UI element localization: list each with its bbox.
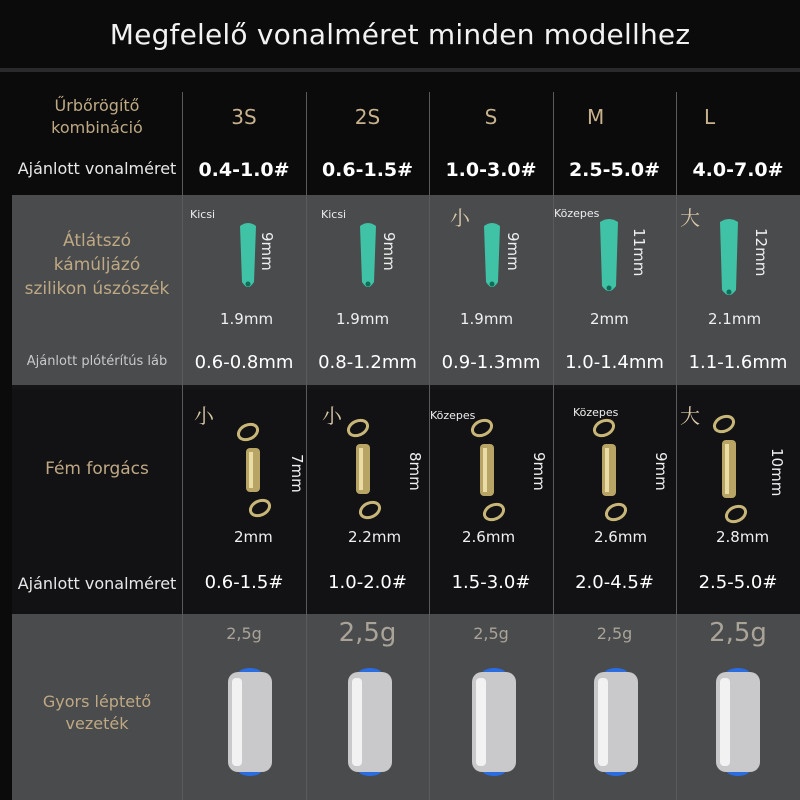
foot-m: 1.0-1.4mm: [565, 351, 664, 373]
swivel-len-l: 10mm: [768, 448, 786, 497]
swivel-icon-s: [470, 414, 506, 524]
line2-2s: 1.0-2.0#: [328, 571, 407, 593]
swivel-icon-2s: [346, 414, 382, 524]
float-icon-m: [594, 218, 624, 302]
col-divider: [553, 92, 554, 800]
swivel-len-2s: 8mm: [406, 452, 424, 491]
float-tag-3s: Kicsi: [190, 208, 216, 221]
line-3s: 0.4-1.0#: [198, 159, 290, 181]
guide-icon-l: [710, 664, 766, 782]
swivel-icon-l: [712, 410, 748, 528]
guide-icon-2s: [342, 664, 398, 782]
size-m: M: [587, 105, 605, 129]
size-table: [12, 92, 800, 800]
col-divider: [182, 92, 183, 800]
size-3s: 3S: [231, 105, 257, 129]
weight-s: 2,5g: [473, 624, 509, 643]
swivel-tag-l: 大: [680, 404, 700, 428]
weight-3s: 2,5g: [226, 624, 262, 643]
weight-l: 2,5g: [709, 618, 767, 648]
float-len-m: 11mm: [630, 228, 648, 277]
size-l: L: [704, 105, 716, 129]
float-len-3s: 9mm: [258, 232, 276, 271]
guide-icon-m: [588, 664, 644, 782]
swivel-tag-3s: 小: [194, 404, 214, 428]
swivel-tag-s: Közepes: [430, 409, 476, 422]
float-dia-3s: 1.9mm: [220, 310, 274, 328]
weight-m: 2,5g: [596, 624, 633, 643]
float-icon-2s: [354, 222, 382, 298]
line2-s: 1.5-3.0#: [451, 571, 531, 593]
foot-3s: 0.6-0.8mm: [194, 351, 294, 373]
combo-label: Űrbőrögítő kombináció: [51, 96, 143, 137]
line2-l: 2.5-5.0#: [698, 571, 778, 593]
line-2s: 0.6-1.5#: [321, 159, 414, 181]
float-len-s: 9mm: [504, 232, 522, 271]
float-icon-l: [714, 218, 744, 306]
foot-l: 1.1-1.6mm: [688, 351, 788, 373]
float-dia-2s: 1.9mm: [336, 310, 390, 328]
col-divider: [429, 92, 430, 800]
line-label: Ajánlott vonalméret: [17, 159, 177, 178]
swivel-icon-3s: [236, 418, 272, 522]
float-icon-s: [478, 222, 506, 298]
swivel-len-s: 9mm: [530, 452, 548, 491]
foot-s: 0.9-1.3mm: [441, 351, 541, 373]
float-tag-2s: Kicsi: [321, 208, 347, 221]
float-tag-l: 大: [680, 206, 700, 230]
float-dia-l: 2.1mm: [708, 310, 762, 328]
size-s: S: [484, 105, 498, 129]
float-tag-m: Közepes: [554, 207, 600, 220]
line2-m: 2.0-4.5#: [575, 571, 654, 593]
float-dia-m: 2mm: [590, 310, 629, 328]
swivel-label: Fém forgács: [45, 459, 149, 479]
swivel-w-2s: 2.2mm: [348, 528, 402, 546]
swivel-w-m: 2.6mm: [594, 528, 648, 546]
swivel-w-l: 2.8mm: [716, 528, 770, 546]
line2-3s: 0.6-1.5#: [204, 571, 284, 593]
line-s: 1.0-3.0#: [445, 159, 537, 181]
guide-label: Gyors léptető vezeték: [42, 692, 152, 733]
title-divider: [0, 68, 800, 72]
float-dia-s: 1.9mm: [460, 310, 514, 328]
float-len-2s: 9mm: [380, 232, 398, 271]
weight-2s: 2,5g: [338, 618, 397, 648]
page-title: Megfelelő vonalméret minden modellhez: [109, 17, 691, 51]
swivel-w-3s: 2mm: [234, 528, 273, 546]
line-m: 2.5-5.0#: [568, 159, 661, 181]
float-len-l: 12mm: [752, 228, 770, 277]
col-divider: [306, 92, 307, 800]
foot-2s: 0.8-1.2mm: [318, 351, 417, 373]
float-tag-s: 小: [450, 206, 470, 230]
float-label: Átlátszó kámúljázó szilikon úszószék: [24, 231, 170, 299]
col-divider: [676, 92, 677, 800]
guide-icon-3s: [222, 664, 278, 782]
foot-label: Ajánlott plótérítús láb: [26, 353, 168, 369]
swivel-tag-2s: 小: [322, 404, 342, 428]
line-l: 4.0-7.0#: [692, 159, 784, 181]
swivel-icon-m: [592, 414, 628, 524]
size-2s: 2S: [354, 105, 381, 129]
swivel-tag-m: Közepes: [573, 406, 619, 419]
line2-label: Ajánlott vonalméret: [17, 574, 177, 593]
guide-icon-s: [466, 664, 522, 782]
swivel-len-m: 9mm: [652, 452, 670, 491]
swivel-len-3s: 7mm: [288, 454, 306, 493]
swivel-w-s: 2.6mm: [462, 528, 516, 546]
